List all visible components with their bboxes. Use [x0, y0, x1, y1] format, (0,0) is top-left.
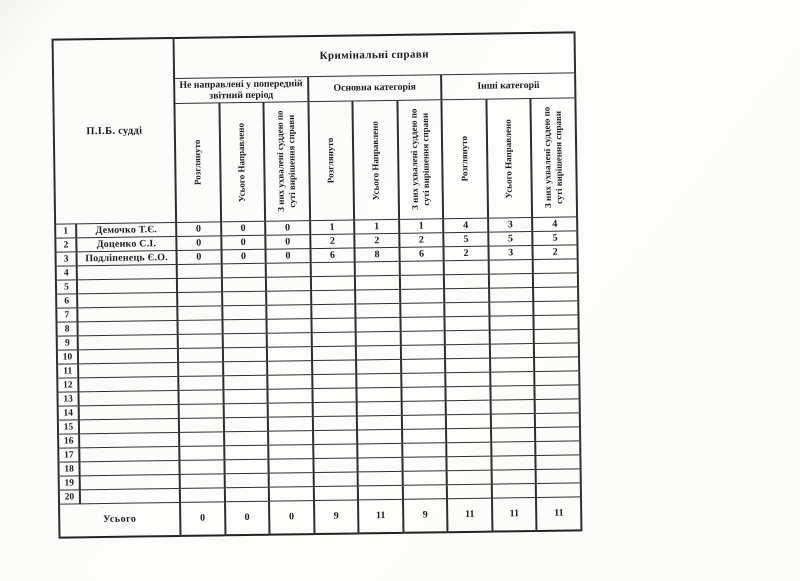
value-cell [491, 427, 536, 442]
value-cell [177, 278, 222, 293]
value-cell [535, 427, 580, 442]
value-cell: 0 [176, 236, 221, 251]
row-number-cell: 16 [58, 434, 79, 448]
value-cell [179, 446, 224, 461]
value-cell [224, 473, 269, 488]
row-number-cell: 2 [55, 238, 76, 252]
value-cell [266, 291, 311, 306]
value-cell [401, 387, 446, 402]
value-cell [310, 262, 355, 277]
value-cell [267, 333, 312, 348]
value-cell [223, 403, 268, 418]
value-cell [446, 372, 491, 387]
value-cell [178, 348, 223, 363]
value-cell [444, 274, 489, 289]
value-cell [402, 471, 447, 486]
value-cell [400, 331, 445, 346]
value-cell: 3 [488, 218, 533, 233]
value-cell [224, 487, 269, 502]
value-cell [536, 469, 581, 484]
value-cell: 8 [355, 247, 400, 262]
value-cell [491, 413, 536, 428]
value-cell [444, 288, 489, 303]
value-cell [224, 445, 269, 460]
value-cell [311, 332, 356, 347]
column-header-vertical-label: Усього Направлено [369, 120, 381, 200]
value-cell [535, 399, 580, 414]
judge-name-cell [78, 390, 178, 405]
value-cell: 2 [354, 233, 399, 248]
value-cell [535, 413, 580, 428]
column-header-vertical [531, 98, 577, 218]
row-number-cell: 13 [57, 392, 78, 406]
judge-name-cell [77, 278, 177, 293]
value-cell [224, 459, 269, 474]
value-cell: 1 [310, 220, 355, 235]
value-cell [402, 429, 447, 444]
judge-name-cell [77, 292, 177, 307]
value-cell: 5 [488, 232, 533, 247]
value-cell [534, 343, 579, 358]
value-cell: 4 [443, 218, 488, 233]
value-cell [266, 277, 311, 292]
value-cell [269, 487, 314, 502]
judge-name-cell: Подліпенець Є.О. [77, 250, 177, 265]
value-cell: 5 [444, 232, 489, 247]
total-value-cell: 9 [403, 499, 448, 533]
value-cell [357, 429, 402, 444]
value-cell [533, 273, 578, 288]
value-cell [400, 275, 445, 290]
value-cell [400, 317, 445, 332]
column-header-vertical [264, 102, 310, 222]
value-cell [445, 330, 490, 345]
total-value-cell: 11 [358, 499, 403, 533]
value-cell [268, 431, 313, 446]
value-cell [402, 443, 447, 458]
value-cell [180, 474, 225, 489]
value-cell [536, 441, 581, 456]
judge-name-cell [79, 460, 179, 475]
value-cell: 6 [399, 247, 444, 262]
value-cell [179, 418, 224, 433]
value-cell: 2 [310, 234, 355, 249]
row-number-cell: 1 [55, 224, 76, 238]
value-cell [178, 362, 223, 377]
value-cell: 0 [266, 249, 311, 264]
judge-name-cell: Демочко Т.Є. [76, 222, 176, 237]
value-cell [447, 442, 492, 457]
value-cell [312, 402, 357, 417]
column-header-vertical-label: З них ухвалені суддею по суті вирішення справи [408, 108, 431, 211]
value-cell [355, 261, 400, 276]
value-cell [179, 404, 224, 419]
value-cell [357, 401, 402, 416]
row-number-cell: 10 [57, 350, 78, 364]
value-cell [179, 460, 224, 475]
value-cell [222, 333, 267, 348]
value-cell: 0 [176, 222, 221, 237]
value-cell [311, 304, 356, 319]
column-header-vertical [353, 100, 399, 220]
total-value-cell: 11 [492, 497, 537, 531]
value-cell [401, 401, 446, 416]
row-number-cell: 15 [58, 420, 79, 434]
value-cell [400, 303, 445, 318]
value-cell [268, 403, 313, 418]
value-cell [269, 459, 314, 474]
value-cell: 3 [488, 246, 533, 261]
value-cell: 1 [399, 219, 444, 234]
value-cell [401, 359, 446, 374]
judge-name-cell [78, 362, 178, 377]
value-cell [490, 358, 535, 373]
value-cell [356, 359, 401, 374]
column-header-vertical-label: Розглянуто [458, 136, 470, 182]
value-cell [311, 318, 356, 333]
value-cell [490, 385, 535, 400]
value-cell [313, 458, 358, 473]
value-cell: 5 [533, 231, 578, 246]
column-group-label: Не направлені у попередній звітний період [174, 76, 308, 103]
total-label: Усього [59, 502, 180, 537]
value-cell [267, 347, 312, 362]
value-cell [491, 455, 536, 470]
value-cell [178, 334, 223, 349]
value-cell [178, 390, 223, 405]
row-number-cell: 18 [58, 462, 79, 476]
value-cell [534, 315, 579, 330]
value-cell [444, 260, 489, 275]
value-cell [533, 259, 578, 274]
judge-name-cell [78, 348, 178, 363]
value-cell [222, 319, 267, 334]
value-cell [445, 344, 490, 359]
value-cell [356, 373, 401, 388]
value-cell [355, 303, 400, 318]
value-cell [222, 347, 267, 362]
corner-header-pib-suddi: П.І.Б. судді [53, 38, 177, 224]
total-value-cell: 0 [180, 502, 225, 536]
value-cell [489, 274, 534, 289]
value-cell [221, 263, 266, 278]
column-header-vertical-label: З них ухвалені суддею по суті вирішення справи [274, 110, 298, 213]
value-cell [491, 441, 536, 456]
value-cell [533, 287, 578, 302]
column-header-vertical [174, 103, 220, 223]
value-cell [358, 485, 403, 500]
value-cell: 0 [177, 250, 222, 265]
value-cell [446, 400, 491, 415]
criminal-cases-table [52, 31, 583, 538]
value-cell [268, 389, 313, 404]
row-number-cell: 9 [57, 336, 78, 350]
total-value-cell: 9 [314, 500, 359, 534]
value-cell [489, 260, 534, 275]
value-cell [402, 415, 447, 430]
value-cell: 0 [265, 235, 310, 250]
column-group-label: Основна категорія [308, 74, 442, 101]
value-cell [268, 445, 313, 460]
value-cell [356, 345, 401, 360]
value-cell: 2 [533, 245, 578, 260]
value-cell: 1 [354, 219, 399, 234]
judge-name-cell [78, 334, 178, 349]
value-cell [223, 375, 268, 390]
value-cell [267, 375, 312, 390]
value-cell [358, 457, 403, 472]
value-cell [224, 431, 269, 446]
value-cell [355, 289, 400, 304]
value-cell [356, 317, 401, 332]
row-number-cell: 5 [56, 280, 77, 294]
value-cell [536, 483, 581, 498]
value-cell [534, 329, 579, 344]
column-header-vertical-label: Усього Направлено [503, 118, 515, 198]
row-number-cell: 12 [57, 378, 78, 392]
value-cell [357, 415, 402, 430]
row-number-cell: 4 [56, 266, 77, 280]
judge-name-cell [79, 404, 179, 419]
value-cell [266, 305, 311, 320]
value-cell [179, 432, 224, 447]
value-cell [491, 469, 536, 484]
value-cell [357, 387, 402, 402]
value-cell [313, 430, 358, 445]
value-cell [267, 319, 312, 334]
column-header-vertical-label: Усього Направлено [235, 122, 248, 202]
row-number-cell: 20 [59, 490, 80, 504]
table-title: Кримінальні справи [174, 32, 576, 78]
total-value-cell: 0 [225, 501, 270, 535]
value-cell [178, 320, 223, 335]
value-cell [311, 276, 356, 291]
value-cell [312, 346, 357, 361]
column-header-vertical [397, 100, 443, 220]
column-header-vertical-label: Розглянуто [325, 138, 336, 184]
value-cell [445, 302, 490, 317]
value-cell [489, 330, 534, 345]
value-cell [489, 316, 534, 331]
value-cell [312, 374, 357, 389]
value-cell [402, 457, 447, 472]
value-cell [445, 316, 490, 331]
value-cell [266, 263, 311, 278]
judge-name-cell: Доценко С.І. [76, 236, 176, 251]
judge-name-cell [77, 306, 177, 321]
value-cell [358, 471, 403, 486]
value-cell [447, 456, 492, 471]
column-header-vertical-label: Розглянуто [191, 139, 203, 186]
value-cell [534, 301, 579, 316]
value-cell [535, 385, 580, 400]
value-cell: 0 [221, 235, 266, 250]
total-value-cell: 11 [536, 497, 581, 531]
total-row [59, 497, 581, 537]
value-cell [447, 484, 492, 499]
judge-name-cell [79, 446, 179, 461]
value-cell [403, 485, 448, 500]
value-cell [447, 470, 492, 485]
row-number-cell: 3 [56, 252, 77, 266]
column-header-vertical-label: З них ухвалені суддею по суті вирішення справи [541, 107, 565, 209]
table-body [55, 217, 581, 504]
value-cell [357, 443, 402, 458]
column-header-vertical [308, 101, 354, 221]
value-cell [536, 455, 581, 470]
judge-name-cell [79, 418, 179, 433]
row-number-cell: 14 [58, 406, 79, 420]
value-cell [268, 417, 313, 432]
judge-name-cell [78, 376, 178, 391]
value-cell [489, 302, 534, 317]
value-cell [269, 473, 314, 488]
value-cell [180, 488, 225, 503]
value-cell [446, 428, 491, 443]
value-cell [312, 360, 357, 375]
value-cell [222, 305, 267, 320]
value-cell: 0 [221, 249, 266, 264]
value-cell [223, 417, 268, 432]
value-cell [177, 292, 222, 307]
value-cell [489, 288, 534, 303]
judge-name-cell [77, 264, 177, 279]
column-header-vertical [442, 99, 488, 219]
value-cell [535, 371, 580, 386]
row-number-cell: 8 [56, 322, 77, 336]
value-cell [446, 386, 491, 401]
value-cell [267, 361, 312, 376]
judge-name-cell [80, 474, 180, 489]
value-cell: 0 [265, 221, 310, 236]
row-number-cell: 17 [58, 448, 79, 462]
value-cell: 2 [399, 233, 444, 248]
value-cell [355, 275, 400, 290]
value-cell [221, 277, 266, 292]
value-cell: 4 [532, 217, 577, 232]
value-cell [312, 388, 357, 403]
value-cell [400, 289, 445, 304]
value-cell: 0 [221, 221, 266, 236]
value-cell [177, 264, 222, 279]
value-cell [178, 376, 223, 391]
value-cell [399, 261, 444, 276]
value-cell [534, 357, 579, 372]
total-value-cell: 11 [447, 498, 492, 532]
value-cell [445, 358, 490, 373]
value-cell [177, 306, 222, 321]
value-cell [356, 331, 401, 346]
value-cell: 2 [444, 246, 489, 261]
row-number-cell: 11 [57, 364, 78, 378]
column-group-label: Інші категорії [441, 72, 575, 99]
judge-name-cell [80, 488, 180, 503]
value-cell [492, 483, 537, 498]
total-value-cell: 0 [269, 501, 314, 535]
judge-name-cell [77, 320, 177, 335]
value-cell [446, 414, 491, 429]
column-header-vertical [486, 99, 532, 219]
value-cell [401, 373, 446, 388]
value-cell: 6 [310, 248, 355, 263]
value-cell [313, 486, 358, 501]
value-cell [313, 472, 358, 487]
row-number-cell: 6 [56, 294, 77, 308]
value-cell [313, 444, 358, 459]
value-cell [311, 290, 356, 305]
column-header-vertical [219, 102, 265, 222]
row-number-cell: 19 [59, 476, 80, 490]
value-cell [490, 372, 535, 387]
judge-name-cell [79, 432, 179, 447]
value-cell [223, 389, 268, 404]
value-cell [401, 345, 446, 360]
row-number-cell: 7 [56, 308, 77, 322]
value-cell [490, 399, 535, 414]
value-cell [222, 291, 267, 306]
value-cell [490, 344, 535, 359]
value-cell [312, 416, 357, 431]
value-cell [223, 361, 268, 376]
